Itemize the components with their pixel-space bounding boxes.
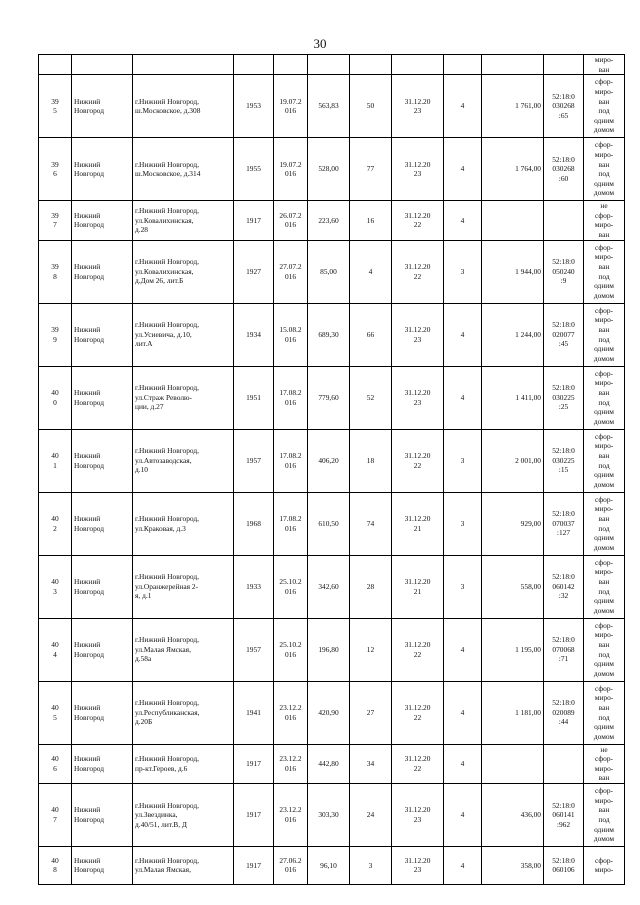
table-row-continuation bbox=[39, 55, 625, 75]
emergency-date-cell: 17.08.2 016 bbox=[274, 366, 308, 429]
address-cell: г.Нижний Новгород, ул.Ковалихинская, д.Дом 26, лит.Б bbox=[133, 240, 234, 303]
resettlement-deadline-cell: 31.12.20 22 bbox=[392, 681, 444, 744]
resettlement-deadline-cell: 31.12.20 23 bbox=[392, 138, 444, 201]
address-cell: г.Нижний Новгород, ул.Звездинка, д.40/51, лит.В, Д bbox=[133, 783, 234, 846]
address-cell: г.Нижний Новгород, ул.Автозаводская, д.10 bbox=[133, 429, 234, 492]
table-row bbox=[39, 138, 625, 201]
residents-cell: 27 bbox=[350, 681, 392, 744]
category-cell: 3 bbox=[444, 240, 482, 303]
formation-status-cell: сфор- миро- ван под одним домом bbox=[584, 618, 625, 681]
page-number: 30 bbox=[313, 36, 327, 51]
build-year-cell: 1955 bbox=[234, 138, 274, 201]
category-cell: 4 bbox=[444, 366, 482, 429]
area-cell: 196,80 bbox=[308, 618, 350, 681]
residents-cell: 4 bbox=[350, 240, 392, 303]
cadastral-number-cell: 52:18:0 030225 :15 bbox=[544, 429, 584, 492]
cost-cell: 1 411,00 bbox=[482, 366, 544, 429]
resettlement-deadline-cell: 31.12.20 23 bbox=[392, 783, 444, 846]
area-cell: 528,00 bbox=[308, 138, 350, 201]
row-number-cell: 39 8 bbox=[39, 240, 72, 303]
city-cell: Нижний Новгород bbox=[72, 618, 133, 681]
formation-status-cell: сфор- миро- ван под одним домом bbox=[584, 783, 625, 846]
residents-cell: 3 bbox=[350, 846, 392, 884]
category-cell: 3 bbox=[444, 492, 482, 555]
area-cell: 610,50 bbox=[308, 492, 350, 555]
build-year-cell: 1941 bbox=[234, 681, 274, 744]
city-cell: Нижний Новгород bbox=[72, 240, 133, 303]
area-cell: 223,60 bbox=[308, 201, 350, 240]
address-cell: г.Нижний Новгород, ул.Страж Револю- ции, д.27 bbox=[133, 366, 234, 429]
city-cell: Нижний Новгород bbox=[72, 681, 133, 744]
emergency-date-cell: 27.07.2 016 bbox=[274, 240, 308, 303]
area-cell: 406,20 bbox=[308, 429, 350, 492]
formation-status-cell: сфор- миро- ван под одним домом bbox=[584, 681, 625, 744]
cost-cell: 358,00 bbox=[482, 846, 544, 884]
cost-cell: 436,00 bbox=[482, 783, 544, 846]
table-row bbox=[39, 201, 625, 240]
table-row bbox=[39, 618, 625, 681]
cadastral-number-cell: 52:18:0 020089 :44 bbox=[544, 681, 584, 744]
category-cell: 3 bbox=[444, 429, 482, 492]
cadastral-number-cell: 52:18:0 060142 :32 bbox=[544, 555, 584, 618]
emergency-date-cell: 17.08.2 016 bbox=[274, 492, 308, 555]
city-cell: Нижний Новгород bbox=[72, 783, 133, 846]
table-row bbox=[39, 366, 625, 429]
address-cell: г.Нижний Новгород, пр-кт.Героев, д.6 bbox=[133, 744, 234, 783]
formation-status-cell: сфор- миро- ван под одним домом bbox=[584, 429, 625, 492]
city-cell: Нижний Новгород bbox=[72, 75, 133, 138]
address-cell: г.Нижний Новгород, ул.Республиканская, д.20Б bbox=[133, 681, 234, 744]
address-cell: г.Нижний Новгород, ул.Ковалихинская, д.28 bbox=[133, 201, 234, 240]
cost-cell bbox=[482, 744, 544, 783]
build-year-cell: 1957 bbox=[234, 429, 274, 492]
formation-status-cell: миро- ван bbox=[584, 55, 625, 75]
cadastral-number-cell bbox=[544, 201, 584, 240]
table-row bbox=[39, 744, 625, 783]
formation-status-cell: не сфор- миро- ван bbox=[584, 744, 625, 783]
area-cell: 689,30 bbox=[308, 303, 350, 366]
area-cell: 779,60 bbox=[308, 366, 350, 429]
category-cell: 4 bbox=[444, 138, 482, 201]
address-cell: г.Нижний Новгород, ул.Малая Ямская, д.58а bbox=[133, 618, 234, 681]
formation-status-cell: сфор- миро- ван под одним домом bbox=[584, 555, 625, 618]
formation-status-cell: сфор- миро- ван под одним домом bbox=[584, 138, 625, 201]
residents-cell: 28 bbox=[350, 555, 392, 618]
emergency-date-cell: 23.12.2 016 bbox=[274, 681, 308, 744]
build-year-cell: 1917 bbox=[234, 201, 274, 240]
row-number-cell: 40 4 bbox=[39, 618, 72, 681]
housing-registry-table bbox=[38, 54, 625, 885]
resettlement-deadline-cell: 31.12.20 22 bbox=[392, 618, 444, 681]
city-cell: Нижний Новгород bbox=[72, 366, 133, 429]
build-year-cell: 1917 bbox=[234, 846, 274, 884]
cadastral-number-cell: 52:18:0 060141 :962 bbox=[544, 783, 584, 846]
category-cell: 3 bbox=[444, 555, 482, 618]
address-cell: г.Нижний Новгород, ш.Московское, д.308 bbox=[133, 75, 234, 138]
city-cell: Нижний Новгород bbox=[72, 492, 133, 555]
resettlement-deadline-cell: 31.12.20 22 bbox=[392, 744, 444, 783]
cost-cell: 1 244,00 bbox=[482, 303, 544, 366]
resettlement-deadline-cell: 31.12.20 21 bbox=[392, 492, 444, 555]
formation-status-cell: не сфор- миро- ван bbox=[584, 201, 625, 240]
cost-cell: 1 195,00 bbox=[482, 618, 544, 681]
residents-cell: 50 bbox=[350, 75, 392, 138]
cadastral-number-cell: 52:18:0 020077 :45 bbox=[544, 303, 584, 366]
cost-cell bbox=[482, 201, 544, 240]
cost-cell: 1 181,00 bbox=[482, 681, 544, 744]
cadastral-number-cell: 52:18:0 050240 :9 bbox=[544, 240, 584, 303]
resettlement-deadline-cell: 31.12.20 23 bbox=[392, 846, 444, 884]
row-number-cell: 40 3 bbox=[39, 555, 72, 618]
resettlement-deadline-cell: 31.12.20 22 bbox=[392, 429, 444, 492]
cadastral-number-cell: 52:18:0 030268 :60 bbox=[544, 138, 584, 201]
cadastral-number-cell: 52:18:0 030268 :65 bbox=[544, 75, 584, 138]
address-cell: г.Нижний Новгород, ул.Краковая, д.3 bbox=[133, 492, 234, 555]
formation-status-cell: сфор- миро- ван под одним домом bbox=[584, 492, 625, 555]
row-number-cell: 39 6 bbox=[39, 138, 72, 201]
build-year-cell: 1953 bbox=[234, 75, 274, 138]
emergency-date-cell: 25.10.2 016 bbox=[274, 618, 308, 681]
area-cell: 303,30 bbox=[308, 783, 350, 846]
build-year-cell: 1968 bbox=[234, 492, 274, 555]
category-cell: 4 bbox=[444, 744, 482, 783]
cadastral-number-cell bbox=[544, 744, 584, 783]
cost-cell: 1 944,00 bbox=[482, 240, 544, 303]
address-cell: г.Нижний Новгород, ул.Оранжерейная 2- я, д.1 bbox=[133, 555, 234, 618]
emergency-date-cell: 19.07.2 016 bbox=[274, 138, 308, 201]
emergency-date-cell: 19.07.2 016 bbox=[274, 75, 308, 138]
city-cell: Нижний Новгород bbox=[72, 744, 133, 783]
city-cell: Нижний Новгород bbox=[72, 138, 133, 201]
area-cell: 563,83 bbox=[308, 75, 350, 138]
cost-cell: 558,00 bbox=[482, 555, 544, 618]
table-row bbox=[39, 303, 625, 366]
table-row bbox=[39, 240, 625, 303]
resettlement-deadline-cell: 31.12.20 22 bbox=[392, 240, 444, 303]
area-cell: 442,80 bbox=[308, 744, 350, 783]
build-year-cell: 1917 bbox=[234, 783, 274, 846]
residents-cell: 77 bbox=[350, 138, 392, 201]
resettlement-deadline-cell: 31.12.20 21 bbox=[392, 555, 444, 618]
formation-status-cell: сфор- миро- bbox=[584, 846, 625, 884]
row-number-cell: 40 5 bbox=[39, 681, 72, 744]
residents-cell: 18 bbox=[350, 429, 392, 492]
build-year-cell: 1951 bbox=[234, 366, 274, 429]
table-row bbox=[39, 783, 625, 846]
category-cell: 4 bbox=[444, 783, 482, 846]
address-cell: г.Нижний Новгород, ул.Усиевича, д.10, лит.А bbox=[133, 303, 234, 366]
row-number-cell: 39 5 bbox=[39, 75, 72, 138]
area-cell: 96,10 bbox=[308, 846, 350, 884]
residents-cell: 16 bbox=[350, 201, 392, 240]
table-row bbox=[39, 75, 625, 138]
row-number-cell: 40 7 bbox=[39, 783, 72, 846]
formation-status-cell: сфор- миро- ван под одним домом bbox=[584, 75, 625, 138]
emergency-date-cell: 17.08.2 016 bbox=[274, 429, 308, 492]
row-number-cell: 40 2 bbox=[39, 492, 72, 555]
residents-cell: 34 bbox=[350, 744, 392, 783]
formation-status-cell: сфор- миро- ван под одним домом bbox=[584, 303, 625, 366]
category-cell: 4 bbox=[444, 846, 482, 884]
city-cell: Нижний Новгород bbox=[72, 846, 133, 884]
emergency-date-cell: 15.08.2 016 bbox=[274, 303, 308, 366]
resettlement-deadline-cell: 31.12.20 23 bbox=[392, 303, 444, 366]
city-cell: Нижний Новгород bbox=[72, 201, 133, 240]
build-year-cell: 1957 bbox=[234, 618, 274, 681]
emergency-date-cell: 23.12.2 016 bbox=[274, 744, 308, 783]
address-cell: г.Нижний Новгород, ул.Малая Ямская, bbox=[133, 846, 234, 884]
row-number-cell: 40 8 bbox=[39, 846, 72, 884]
cadastral-number-cell: 52:18:0 030225 :25 bbox=[544, 366, 584, 429]
cost-cell: 2 001,00 bbox=[482, 429, 544, 492]
emergency-date-cell: 26.07.2 016 bbox=[274, 201, 308, 240]
area-cell: 420,90 bbox=[308, 681, 350, 744]
row-number-cell: 40 0 bbox=[39, 366, 72, 429]
table-row bbox=[39, 681, 625, 744]
residents-cell: 52 bbox=[350, 366, 392, 429]
category-cell: 4 bbox=[444, 303, 482, 366]
table-row bbox=[39, 492, 625, 555]
resettlement-deadline-cell: 31.12.20 22 bbox=[392, 201, 444, 240]
cadastral-number-cell: 52:18:0 070068 :71 bbox=[544, 618, 584, 681]
city-cell: Нижний Новгород bbox=[72, 555, 133, 618]
build-year-cell: 1917 bbox=[234, 744, 274, 783]
emergency-date-cell: 23.12.2 016 bbox=[274, 783, 308, 846]
cost-cell: 1 764,00 bbox=[482, 138, 544, 201]
build-year-cell: 1934 bbox=[234, 303, 274, 366]
category-cell: 4 bbox=[444, 75, 482, 138]
table-row bbox=[39, 429, 625, 492]
category-cell: 4 bbox=[444, 681, 482, 744]
row-number-cell: 40 1 bbox=[39, 429, 72, 492]
table-row bbox=[39, 555, 625, 618]
city-cell: Нижний Новгород bbox=[72, 429, 133, 492]
cost-cell: 1 761,00 bbox=[482, 75, 544, 138]
area-cell: 85,00 bbox=[308, 240, 350, 303]
address-cell: г.Нижний Новгород, ш.Московское, д.314 bbox=[133, 138, 234, 201]
emergency-date-cell: 25.10.2 016 bbox=[274, 555, 308, 618]
table-row bbox=[39, 846, 625, 884]
residents-cell: 66 bbox=[350, 303, 392, 366]
residents-cell: 12 bbox=[350, 618, 392, 681]
build-year-cell: 1933 bbox=[234, 555, 274, 618]
cadastral-number-cell: 52:18:0 060106 bbox=[544, 846, 584, 884]
formation-status-cell: сфор- миро- ван под одним домом bbox=[584, 366, 625, 429]
resettlement-deadline-cell: 31.12.20 23 bbox=[392, 75, 444, 138]
residents-cell: 24 bbox=[350, 783, 392, 846]
emergency-date-cell: 27.06.2 016 bbox=[274, 846, 308, 884]
residents-cell: 74 bbox=[350, 492, 392, 555]
area-cell: 342,60 bbox=[308, 555, 350, 618]
row-number-cell: 39 9 bbox=[39, 303, 72, 366]
cadastral-number-cell: 52:18:0 070037 :127 bbox=[544, 492, 584, 555]
city-cell: Нижний Новгород bbox=[72, 303, 133, 366]
category-cell: 4 bbox=[444, 201, 482, 240]
resettlement-deadline-cell: 31.12.20 23 bbox=[392, 366, 444, 429]
cost-cell: 929,00 bbox=[482, 492, 544, 555]
row-number-cell: 40 6 bbox=[39, 744, 72, 783]
build-year-cell: 1927 bbox=[234, 240, 274, 303]
category-cell: 4 bbox=[444, 618, 482, 681]
row-number-cell: 39 7 bbox=[39, 201, 72, 240]
formation-status-cell: сфор- миро- ван под одним домом bbox=[584, 240, 625, 303]
